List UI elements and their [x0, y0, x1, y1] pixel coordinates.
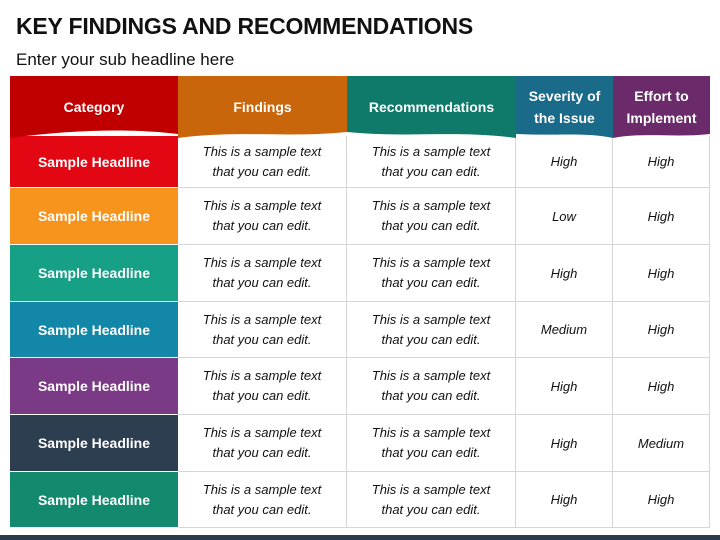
cell-severity [516, 302, 613, 358]
header-category [10, 76, 178, 138]
cell-findings [178, 415, 347, 472]
cell-severity [516, 358, 613, 415]
cell-effort [613, 302, 710, 358]
cell-findings-text: This is a sample text that you can edit. [202, 143, 322, 179]
cell-category-text: Sample Headline [37, 153, 151, 170]
cell-severity-text: High [550, 435, 578, 451]
table-row [10, 302, 710, 358]
cell-effort [613, 245, 710, 302]
table-row [10, 472, 710, 528]
cell-severity [516, 415, 613, 472]
cell-findings-text: This is a sample text that you can edit. [202, 255, 322, 290]
cell-recommendations [347, 358, 516, 415]
cell-category-text: Sample Headline [37, 321, 151, 338]
header-effort [613, 76, 710, 138]
cell-recommendations-text: This is a sample text that you can edit. [371, 368, 491, 403]
header-findings [178, 76, 347, 138]
cell-severity-text: High [550, 265, 578, 281]
cell-effort [613, 188, 710, 245]
cell-severity [516, 188, 613, 245]
cell-effort [613, 472, 710, 528]
cell-severity [516, 245, 613, 302]
cell-category-text: Sample Headline [37, 208, 151, 224]
cell-category-text: Sample Headline [37, 378, 151, 394]
header-severity [516, 76, 613, 138]
cell-effort-text: High [647, 492, 675, 507]
cell-category-text: Sample Headline [37, 435, 151, 451]
cell-recommendations [347, 415, 516, 472]
header-recommendations [347, 76, 516, 138]
cell-findings [178, 302, 347, 358]
cell-findings [178, 245, 347, 302]
cell-effort-text: High [647, 208, 675, 224]
cell-severity-text: High [550, 378, 578, 394]
cell-effort-text: High [647, 265, 675, 281]
cell-findings [178, 472, 347, 528]
header-category-label: Category [63, 99, 125, 115]
cell-effort-text: High [647, 154, 675, 169]
cell-category-text: Sample Headline [37, 265, 151, 281]
cell-severity [516, 472, 613, 528]
table-row [10, 358, 710, 415]
cell-category [10, 358, 178, 415]
cell-recommendations-text: This is a sample text that you can edit. [371, 425, 491, 460]
cell-category [10, 472, 178, 528]
cell-effort-text: Medium [637, 435, 685, 451]
cell-category [10, 415, 178, 472]
cell-findings-text: This is a sample text that you can edit. [202, 198, 322, 233]
cell-category [10, 302, 178, 358]
cell-recommendations [347, 188, 516, 245]
findings-table [10, 76, 710, 528]
cell-findings-text: This is a sample text that you can edit. [202, 311, 322, 347]
header-severity-label: Severity of the Issue [528, 88, 601, 126]
table-row [10, 245, 710, 302]
cell-recommendations [347, 472, 516, 528]
cell-findings [178, 188, 347, 245]
table-row [10, 415, 710, 472]
header-recommendations-label: Recommendations [368, 99, 495, 115]
header-findings-label: Findings [233, 99, 292, 115]
cell-recommendations-text: This is a sample text that you can edit. [371, 255, 491, 290]
header-effort-label: Effort to Implement [626, 88, 697, 126]
cell-recommendations [347, 245, 516, 302]
cell-category [10, 245, 178, 302]
page-subtitle: Enter your sub headline here [16, 50, 235, 69]
cell-recommendations-text: This is a sample text that you can edit. [371, 311, 491, 347]
cell-severity-text: High [550, 154, 578, 169]
cell-effort-text: High [647, 322, 675, 337]
cell-effort-text: High [647, 378, 675, 394]
cell-severity-text: High [550, 492, 578, 507]
page-title: KEY FINDINGS AND RECOMMENDATIONS [16, 13, 474, 39]
bottom-bar [0, 535, 720, 540]
cell-findings-text: This is a sample text that you can edit. [202, 368, 322, 403]
table-row [10, 188, 710, 245]
cell-findings-text: This is a sample text that you can edit. [202, 425, 322, 460]
cell-recommendations-text: This is a sample text that you can edit. [371, 198, 491, 233]
cell-category-text: Sample Headline [37, 491, 151, 508]
cell-effort [613, 415, 710, 472]
cell-findings-text: This is a sample text that you can edit. [202, 481, 322, 517]
cell-findings [178, 358, 347, 415]
cell-recommendations-text: This is a sample text that you can edit. [371, 143, 491, 179]
cell-recommendations-text: This is a sample text that you can edit. [371, 481, 491, 517]
cell-category [10, 188, 178, 245]
cell-severity-text: Medium [540, 322, 588, 337]
cell-effort [613, 358, 710, 415]
cell-recommendations [347, 302, 516, 358]
cell-severity-text: Low [552, 208, 576, 224]
